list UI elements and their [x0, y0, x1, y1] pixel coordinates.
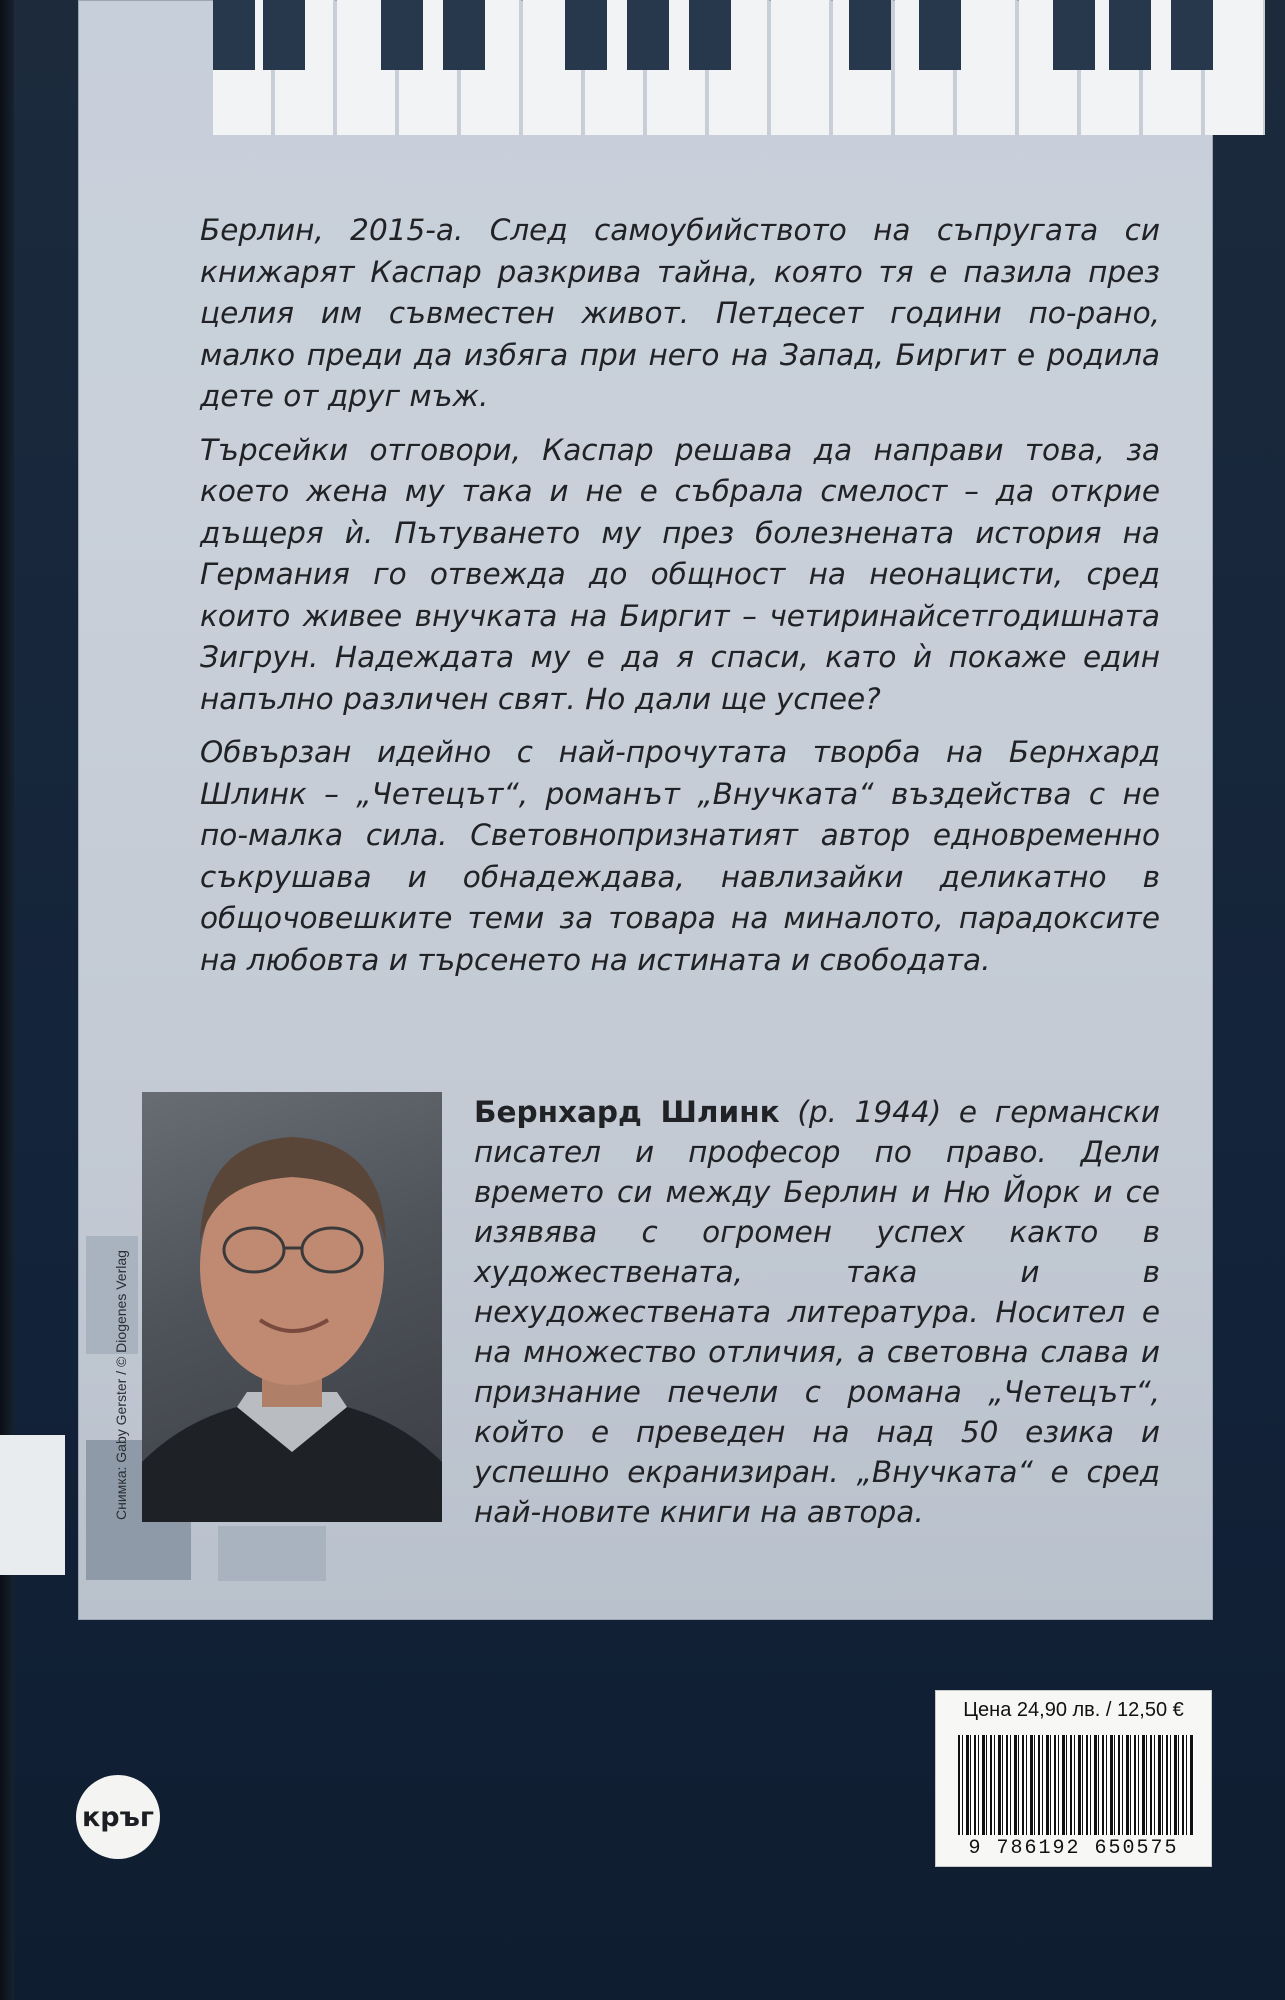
publisher-logo: кръг [76, 1775, 160, 1859]
isbn-number: 9 786192 650575 [968, 1837, 1179, 1860]
blurb-paragraph-1: Берлин, 2015-а. След самоубийството на съпругата си книжарят Каспар разкрива тайна, която тя е пазила през целия им съвместен живот. Петдесет години по-рано, малко преди да избяга при него на Запад, Биргит е родила дете от друг мъж. [200, 213, 1160, 413]
spine-edge [0, 0, 14, 2000]
decor-square [86, 1236, 138, 1354]
barcode-icon [958, 1735, 1194, 1835]
price-label: Цена 24,90 лв. / 12,50 € [963, 1699, 1184, 1721]
author-name: Бернхард Шлинк [474, 1095, 780, 1129]
photo-credit: Снимка: Gaby Gerster / © Diogenes Verlag [113, 1250, 129, 1520]
blurb-text [200, 210, 1160, 993]
blurb-paragraph-3: Обвързан идейно с най-прочутата творба на Бернхард Шлинк – „Четецът“, романът „Внучката“ въздейства с не по-малка сила. Световнопризнатият автор едновременно съкрушава и обнадеждава, навлизайки деликатно в общочовешките теми за товара на миналото, парадоксите на любовта и търсенето на истината и свободата. [200, 735, 1160, 977]
piano-keys-decoration [213, 0, 1258, 135]
decor-square [218, 1526, 326, 1581]
blurb-paragraph-2: Търсейки отговори, Каспар решава да направи това, за което жена му така и не е събрала смелост – да открие дъщеря ѝ. Пътуването му през болезнената история на Германия го отвежда до общност на неонацисти, сред които живее внучката на Биргит – четиринайсетгодишната Зигрун. Надеждата му е да я спаси, като ѝ покаже един напълно различен свят. Но дали ще успее? [200, 432, 1160, 716]
author-bio-text: (р. 1944) е германски писател и професор по право. Дели времето си между Берлин и Ню Йорк и се изявява с огромен успех както в художествената, така и в нехудожествената литература. Носител е на множество отличия, а световна слава и признание печели с романа „Четецът“, който е преведен на над 50 езика и успешно екранизиран. „Внучката“ е сред най-новите книги на автора. [474, 1095, 1160, 1529]
decor-white-block [0, 1435, 65, 1575]
price-barcode-box [935, 1690, 1212, 1867]
author-photo [142, 1092, 442, 1522]
author-bio [474, 1092, 1160, 1532]
author-portrait-icon [142, 1092, 442, 1522]
